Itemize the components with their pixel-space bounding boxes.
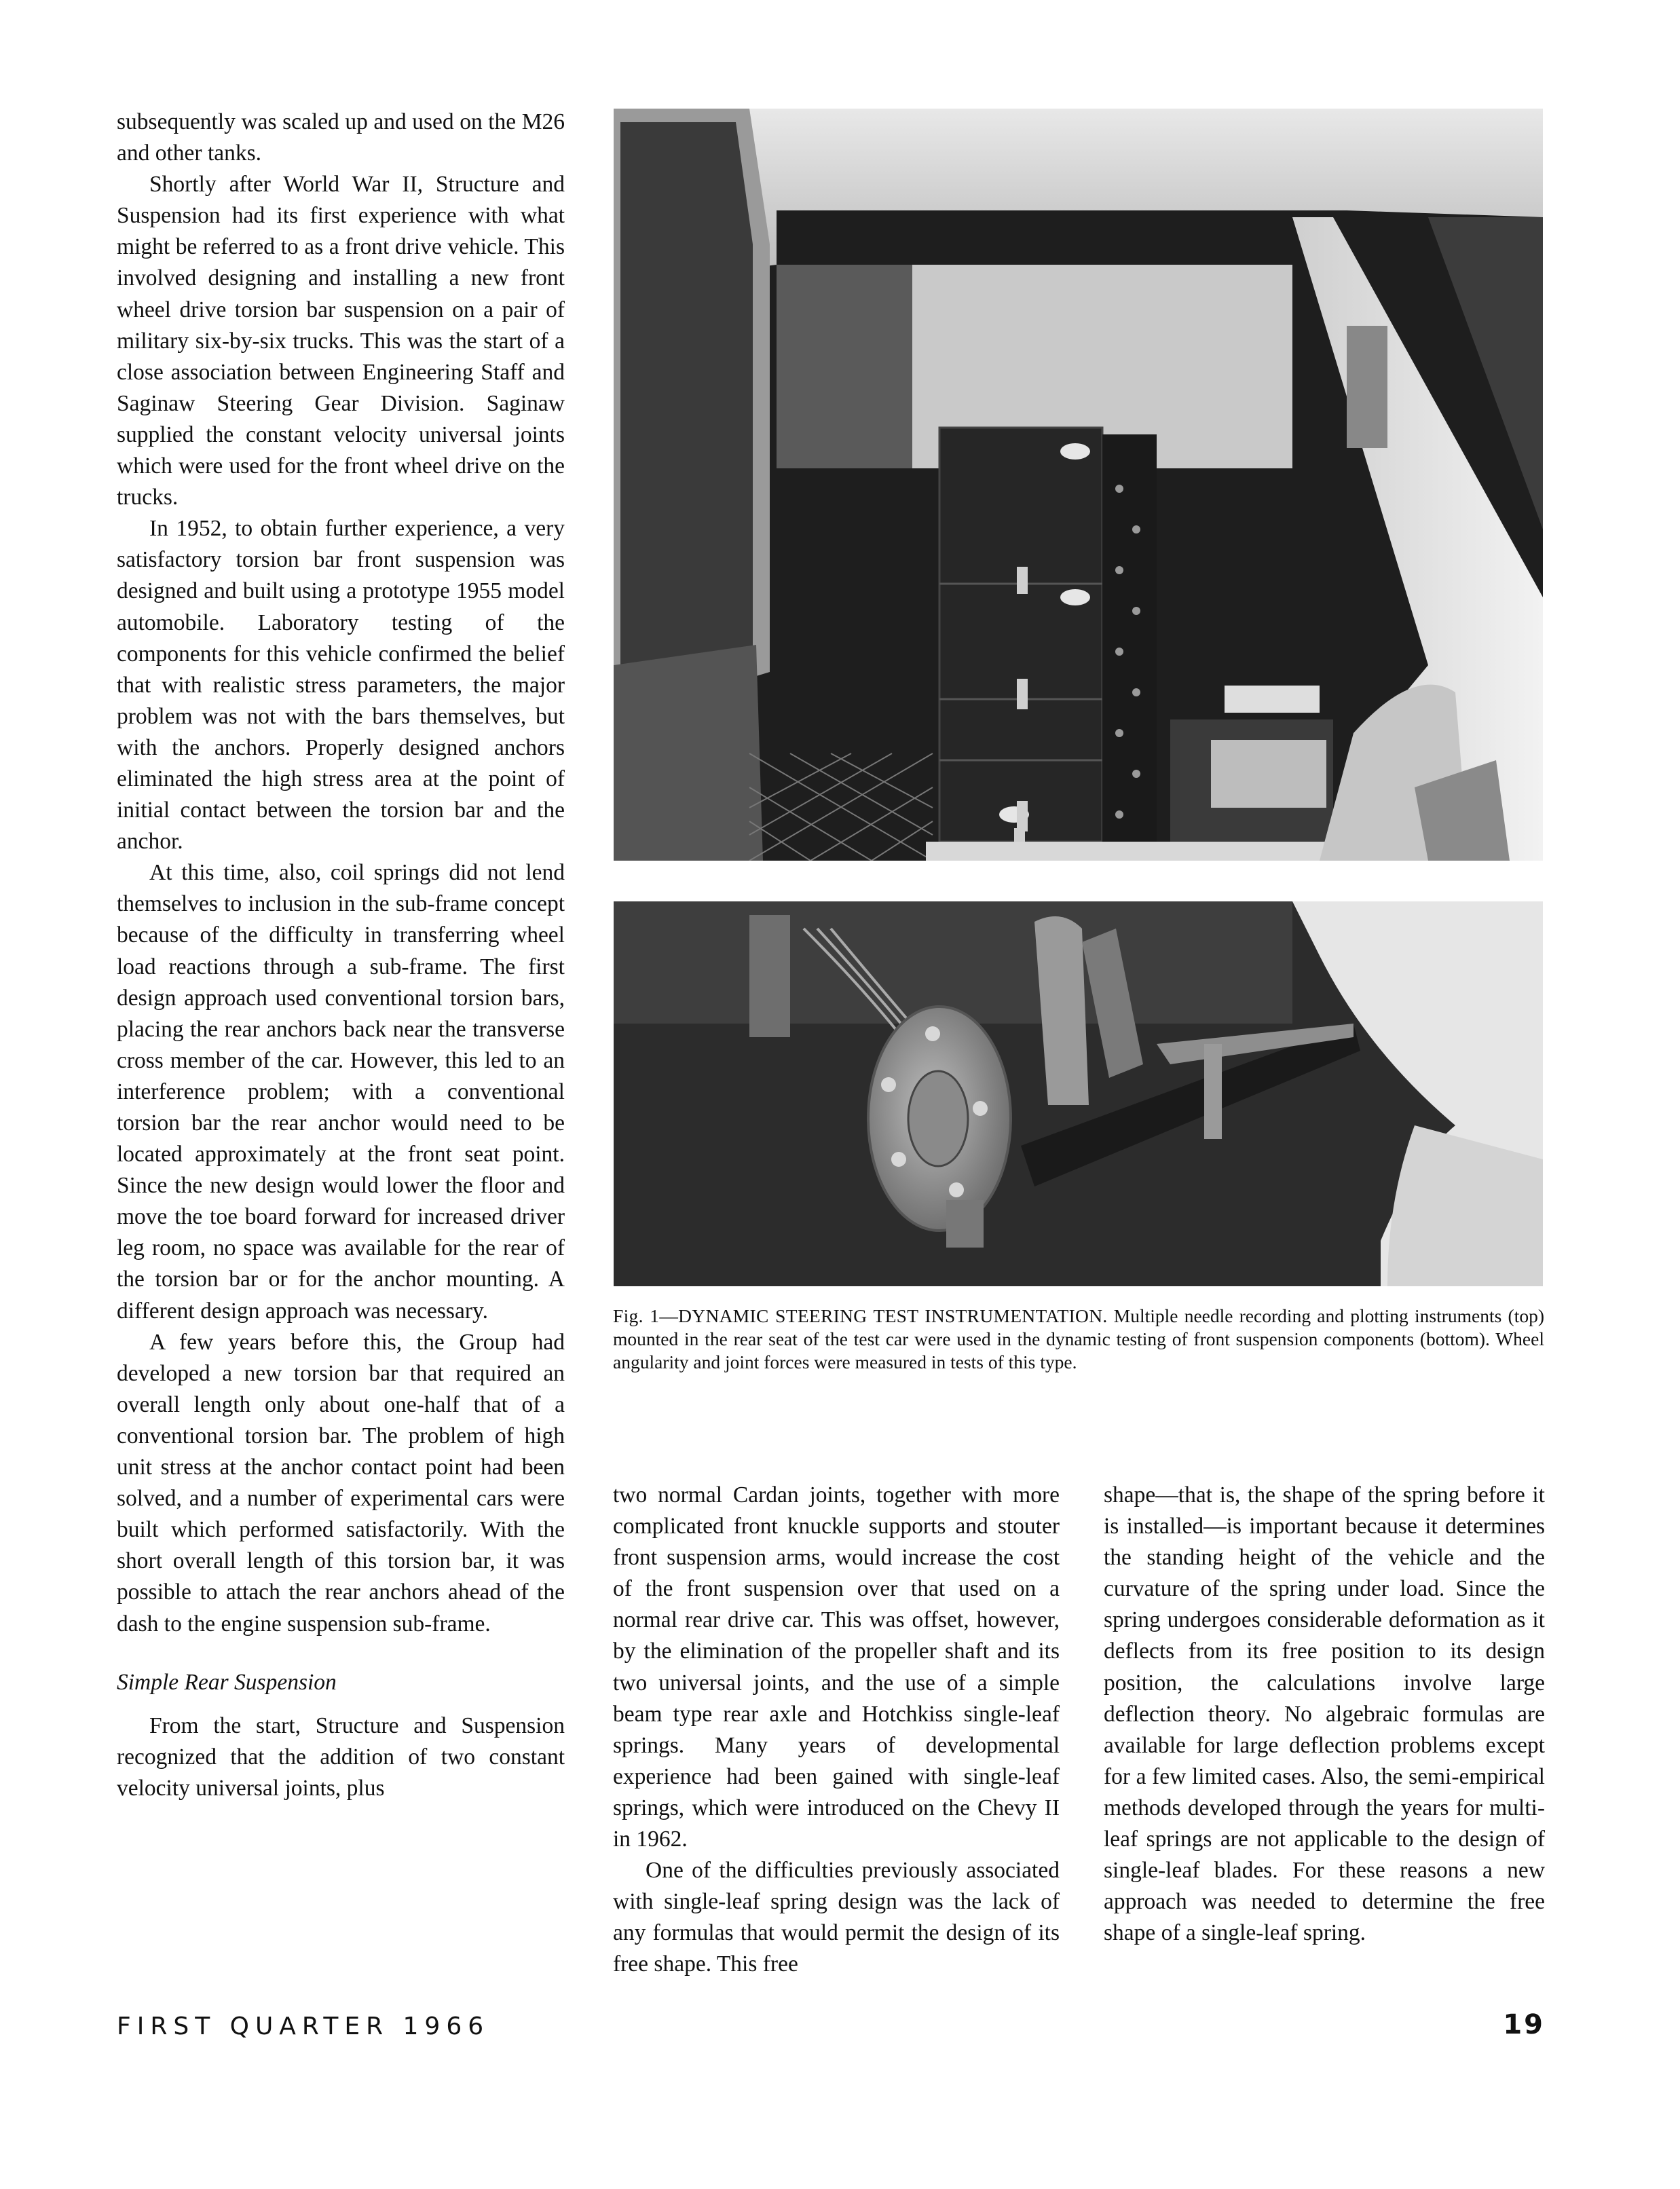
- instrumentation-photo-illustration: [614, 109, 1543, 861]
- paragraph: From the start, Structure and Suspension recognized that the addition of two constant velocity universal joints, plus: [117, 1713, 565, 1801]
- paragraph: Shortly after World War II, Structure and Suspension had its first experience with what might be referred to as a front drive vehicle. This involved designing and installing a new front wheel drive torsion bar suspension on a pair of military six-by-six trucks. This was the start of a close association between Engineering Staff and Saginaw Steering Gear Division. Saginaw supplied the constant velocity universal joints which were used for the front wheel drive on the trucks.: [117, 172, 565, 510]
- figure-caption-body: Multiple needle recording and plotting instruments (top) mounted in the rear seat of the test car were used in the dynamic testing of front suspension components (bottom). Wheel angularity and joint forces were measured in tests of this type.: [613, 1305, 1544, 1372]
- paragraph: At this time, also, coil springs did not lend themselves to inclusion in the sub-frame concept because of the difficulty in transferring wheel load reactions through a sub-frame. The first design approach used conventional torsion bars, placing the rear anchors back near the transverse cross member of the car. However, this led to an interference problem; with a conventional torsion bar the rear anchor would need to be located approximately at the front seat point. Since the new design would lower the floor and move the toe board forward for increased driver leg room, no space was available for the rear of the torsion bar or for the anchor mounting. A different design approach was necessary.: [117, 860, 565, 1324]
- figure-photo-suspension: [614, 901, 1543, 1286]
- paragraph: shape—that is, the shape of the spring before it is installed—is important because it determines the standing height of the vehicle and the curvature of the spring under load. Since the spring undergoes considerable deformation as it deflects from its free position to its design position, the calculations involve large deflection theory. No algebraic formulas are available for large deflection problems except for a few limited cases. Also, the semi-empirical methods developed through the years for multi-leaf springs are not applicable to the design of single-leaf blades. For these reasons a new approach was needed to determine the free shape of a single-leaf spring.: [1104, 1482, 1545, 1946]
- paragraph: subsequently was scaled up and used on the M26 and other tanks.: [117, 109, 565, 166]
- section-subheading: Simple Rear Suspension: [117, 1669, 337, 1695]
- paragraph: In 1952, to obtain further experience, a very satisfactory torsion bar front suspension was designed and built using a prototype 1955 model automobile. Laboratory testing of the components for this vehicle confirmed the belief that with realistic stress parameters, the major problem was not with the bars themselves, but with the anchors. Properly designed anchors eliminated the high stress area at the point of initial contact between the torsion bar and the anchor.: [117, 516, 565, 855]
- page-number: 19: [1503, 2009, 1545, 2040]
- figure-caption: [613, 1305, 1544, 1374]
- figure-caption-title: Fig. 1—DYNAMIC STEERING TEST INSTRUMENTATION.: [613, 1305, 1108, 1326]
- suspension-photo-illustration: [614, 901, 1543, 1286]
- middle-text-column: [613, 1480, 1060, 1981]
- left-text-column: [117, 107, 565, 1804]
- paragraph: One of the difficulties previously associated with single-leaf spring design was the lack of any formulas that would permit the design of its free shape. This free: [613, 1858, 1060, 1977]
- right-text-column: [1104, 1480, 1545, 1949]
- paragraph: two normal Cardan joints, together with more complicated front knuckle supports and stouter front suspension arms, would increase the cost of the front suspension over that used on a normal rear drive car. This was offset, however, by the elimination of the propeller shaft and its two universal joints, and the use of a simple beam type rear axle and Hotchkiss single-leaf springs. Many years of developmental experience had been gained with single-leaf springs, which were introduced on the Chevy II in 1962.: [613, 1482, 1060, 1852]
- figure-photo-instrumentation: [614, 109, 1543, 861]
- issue-footer: FIRST QUARTER 1966: [117, 2013, 490, 2040]
- paragraph: A few years before this, the Group had developed a new torsion bar that required an overall length only about one-half that of a conventional torsion bar. The problem of high unit stress at the anchor contact point had been solved, and a number of experimental cars were built which performed satisfactorily. With the short overall length of this torsion bar, it was possible to attach the rear anchors ahead of the dash to the engine suspension sub-frame.: [117, 1329, 565, 1636]
